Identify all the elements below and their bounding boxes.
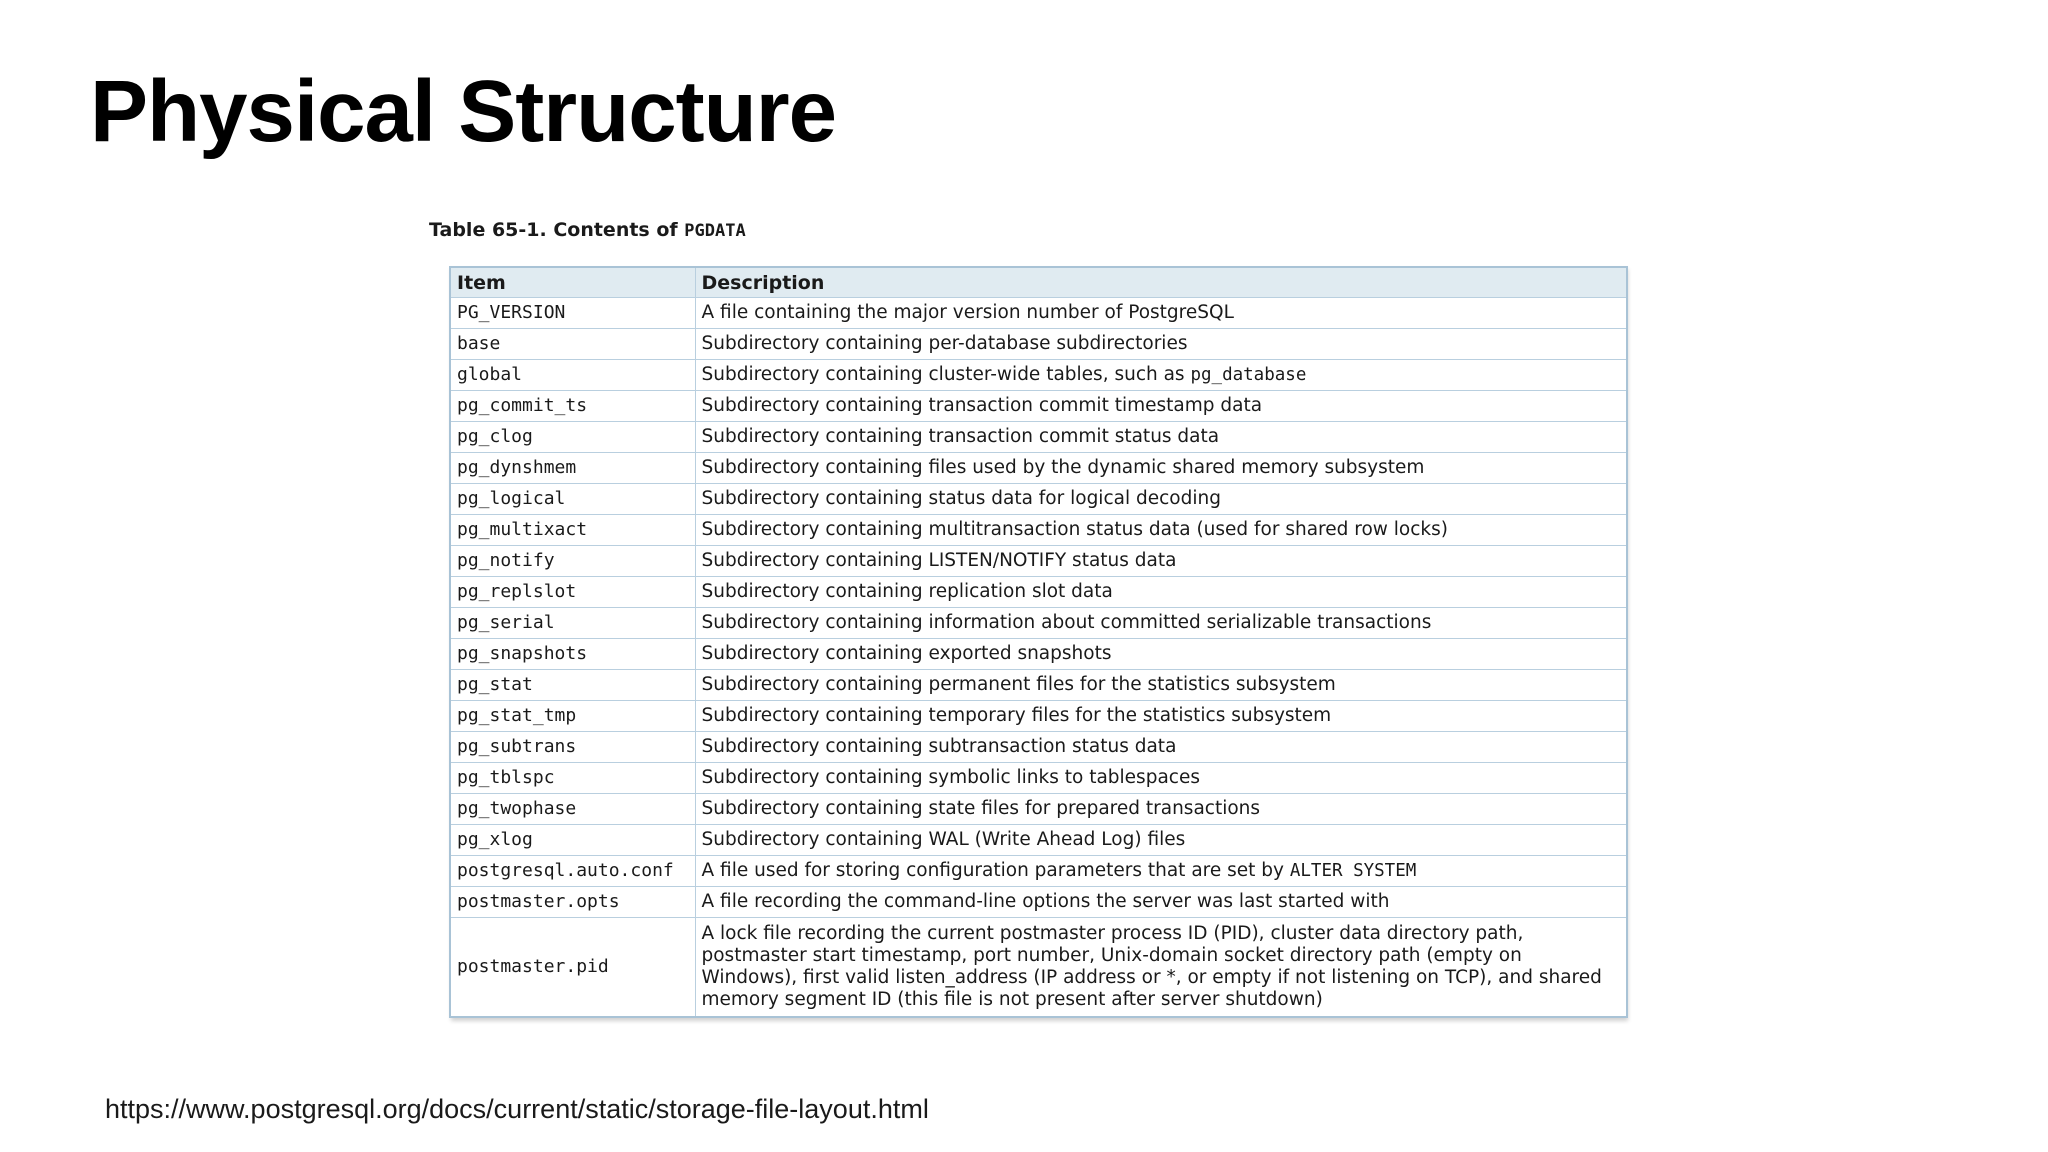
row-description — [695, 360, 1627, 391]
description-text: Subdirectory containing files used by the dynamic shared memory subsystem — [701, 457, 1425, 478]
description-text: A file containing the major version number of PostgreSQL — [701, 302, 1234, 323]
row-item: pg_logical — [450, 484, 695, 515]
row-description — [695, 701, 1627, 732]
table-row — [450, 453, 1627, 484]
description-code: pg_database — [1190, 365, 1307, 385]
row-description — [695, 732, 1627, 763]
pgdata-table-container — [449, 266, 1626, 1018]
table-row — [450, 608, 1627, 639]
description-text: Subdirectory containing LISTEN/NOTIFY status data — [701, 550, 1177, 571]
row-description — [695, 608, 1627, 639]
table-row — [450, 329, 1627, 360]
table-row — [450, 763, 1627, 794]
description-text: Subdirectory containing status data for logical decoding — [701, 488, 1221, 509]
row-item: pg_stat — [450, 670, 695, 701]
description-text: A file used for storing configuration parameters that are set by — [701, 860, 1284, 881]
row-description — [695, 763, 1627, 794]
table-row — [450, 856, 1627, 887]
row-item: pg_replslot — [450, 577, 695, 608]
row-description — [695, 484, 1627, 515]
description-text: Subdirectory containing information about committed serializable transactions — [701, 612, 1432, 633]
table-row — [450, 391, 1627, 422]
row-item: pg_subtrans — [450, 732, 695, 763]
table-row — [450, 484, 1627, 515]
description-text: Subdirectory containing exported snapshots — [701, 643, 1112, 664]
row-description — [695, 422, 1627, 453]
row-item: postgresql.auto.conf — [450, 856, 695, 887]
row-description — [695, 546, 1627, 577]
table-row — [450, 577, 1627, 608]
table-body — [450, 298, 1627, 1018]
row-description — [695, 515, 1627, 546]
row-description — [695, 856, 1627, 887]
row-item: postmaster.opts — [450, 887, 695, 918]
row-description — [695, 670, 1627, 701]
row-description — [695, 391, 1627, 422]
row-item: pg_dynshmem — [450, 453, 695, 484]
row-item: pg_snapshots — [450, 639, 695, 670]
row-item: pg_commit_ts — [450, 391, 695, 422]
slide-title: Physical Structure — [90, 63, 836, 160]
row-description — [695, 453, 1627, 484]
row-item: pg_serial — [450, 608, 695, 639]
row-description — [695, 825, 1627, 856]
table-row — [450, 360, 1627, 391]
description-text: Subdirectory containing state files for prepared transactions — [701, 798, 1261, 819]
table-header-row — [450, 267, 1627, 298]
table-row — [450, 298, 1627, 329]
row-description — [695, 298, 1627, 329]
table-row — [450, 546, 1627, 577]
row-item: PG_VERSION — [450, 298, 695, 329]
row-description — [695, 918, 1627, 1018]
description-text: Subdirectory containing WAL (Write Ahead Log) files — [701, 829, 1186, 850]
source-url: https://www.postgresql.org/docs/current/static/storage-file-layout.html — [105, 1094, 929, 1124]
row-item: pg_tblspc — [450, 763, 695, 794]
row-item: global — [450, 360, 695, 391]
table-caption-text: Table 65-1. Contents of — [429, 219, 678, 241]
table-row — [450, 515, 1627, 546]
table-row — [450, 422, 1627, 453]
row-item: postmaster.pid — [450, 918, 695, 1018]
row-item: pg_notify — [450, 546, 695, 577]
description-text: Subdirectory containing cluster-wide tables, such as — [701, 364, 1185, 385]
table-row — [450, 887, 1627, 918]
row-item: pg_stat_tmp — [450, 701, 695, 732]
description-code: ALTER SYSTEM — [1289, 861, 1417, 881]
description-text: Subdirectory containing symbolic links to tablespaces — [701, 767, 1200, 788]
row-item: pg_xlog — [450, 825, 695, 856]
row-item: base — [450, 329, 695, 360]
table-row — [450, 701, 1627, 732]
table-row — [450, 670, 1627, 701]
table-caption — [429, 219, 746, 241]
table-row — [450, 794, 1627, 825]
description-text: Subdirectory containing temporary files for the statistics subsystem — [701, 705, 1332, 726]
description-text: Subdirectory containing per-database subdirectories — [701, 333, 1188, 354]
table-row — [450, 825, 1627, 856]
row-description — [695, 329, 1627, 360]
description-text: A file recording the command-line options the server was last started with — [701, 891, 1390, 912]
row-item: pg_multixact — [450, 515, 695, 546]
row-item: pg_twophase — [450, 794, 695, 825]
description-text: Subdirectory containing multitransaction status data (used for shared row locks) — [701, 519, 1448, 540]
row-item: pg_clog — [450, 422, 695, 453]
table-row — [450, 639, 1627, 670]
description-text: Subdirectory containing transaction commit timestamp data — [701, 395, 1263, 416]
description-text: Subdirectory containing subtransaction status data — [701, 736, 1177, 757]
table-row — [450, 918, 1627, 1018]
table-caption-code: PGDATA — [684, 221, 746, 241]
pgdata-contents-table — [449, 266, 1628, 1018]
header-item: Item — [450, 267, 695, 298]
description-text: A lock file recording the current postmaster process ID (PID), cluster data directory path, postmaster start timestamp, port number, Unix-domain socket directory path (empty on Windows), first valid listen_address (IP address or *, or empty if not listening on TCP), and shared memory segment ID (this file is not present after server shutdown) — [701, 923, 1602, 1010]
description-text: Subdirectory containing transaction commit status data — [701, 426, 1220, 447]
row-description — [695, 639, 1627, 670]
description-text: Subdirectory containing permanent files for the statistics subsystem — [701, 674, 1336, 695]
row-description — [695, 887, 1627, 918]
description-text: Subdirectory containing replication slot data — [701, 581, 1113, 602]
row-description — [695, 577, 1627, 608]
header-description: Description — [695, 267, 1627, 298]
row-description — [695, 794, 1627, 825]
table-row — [450, 732, 1627, 763]
